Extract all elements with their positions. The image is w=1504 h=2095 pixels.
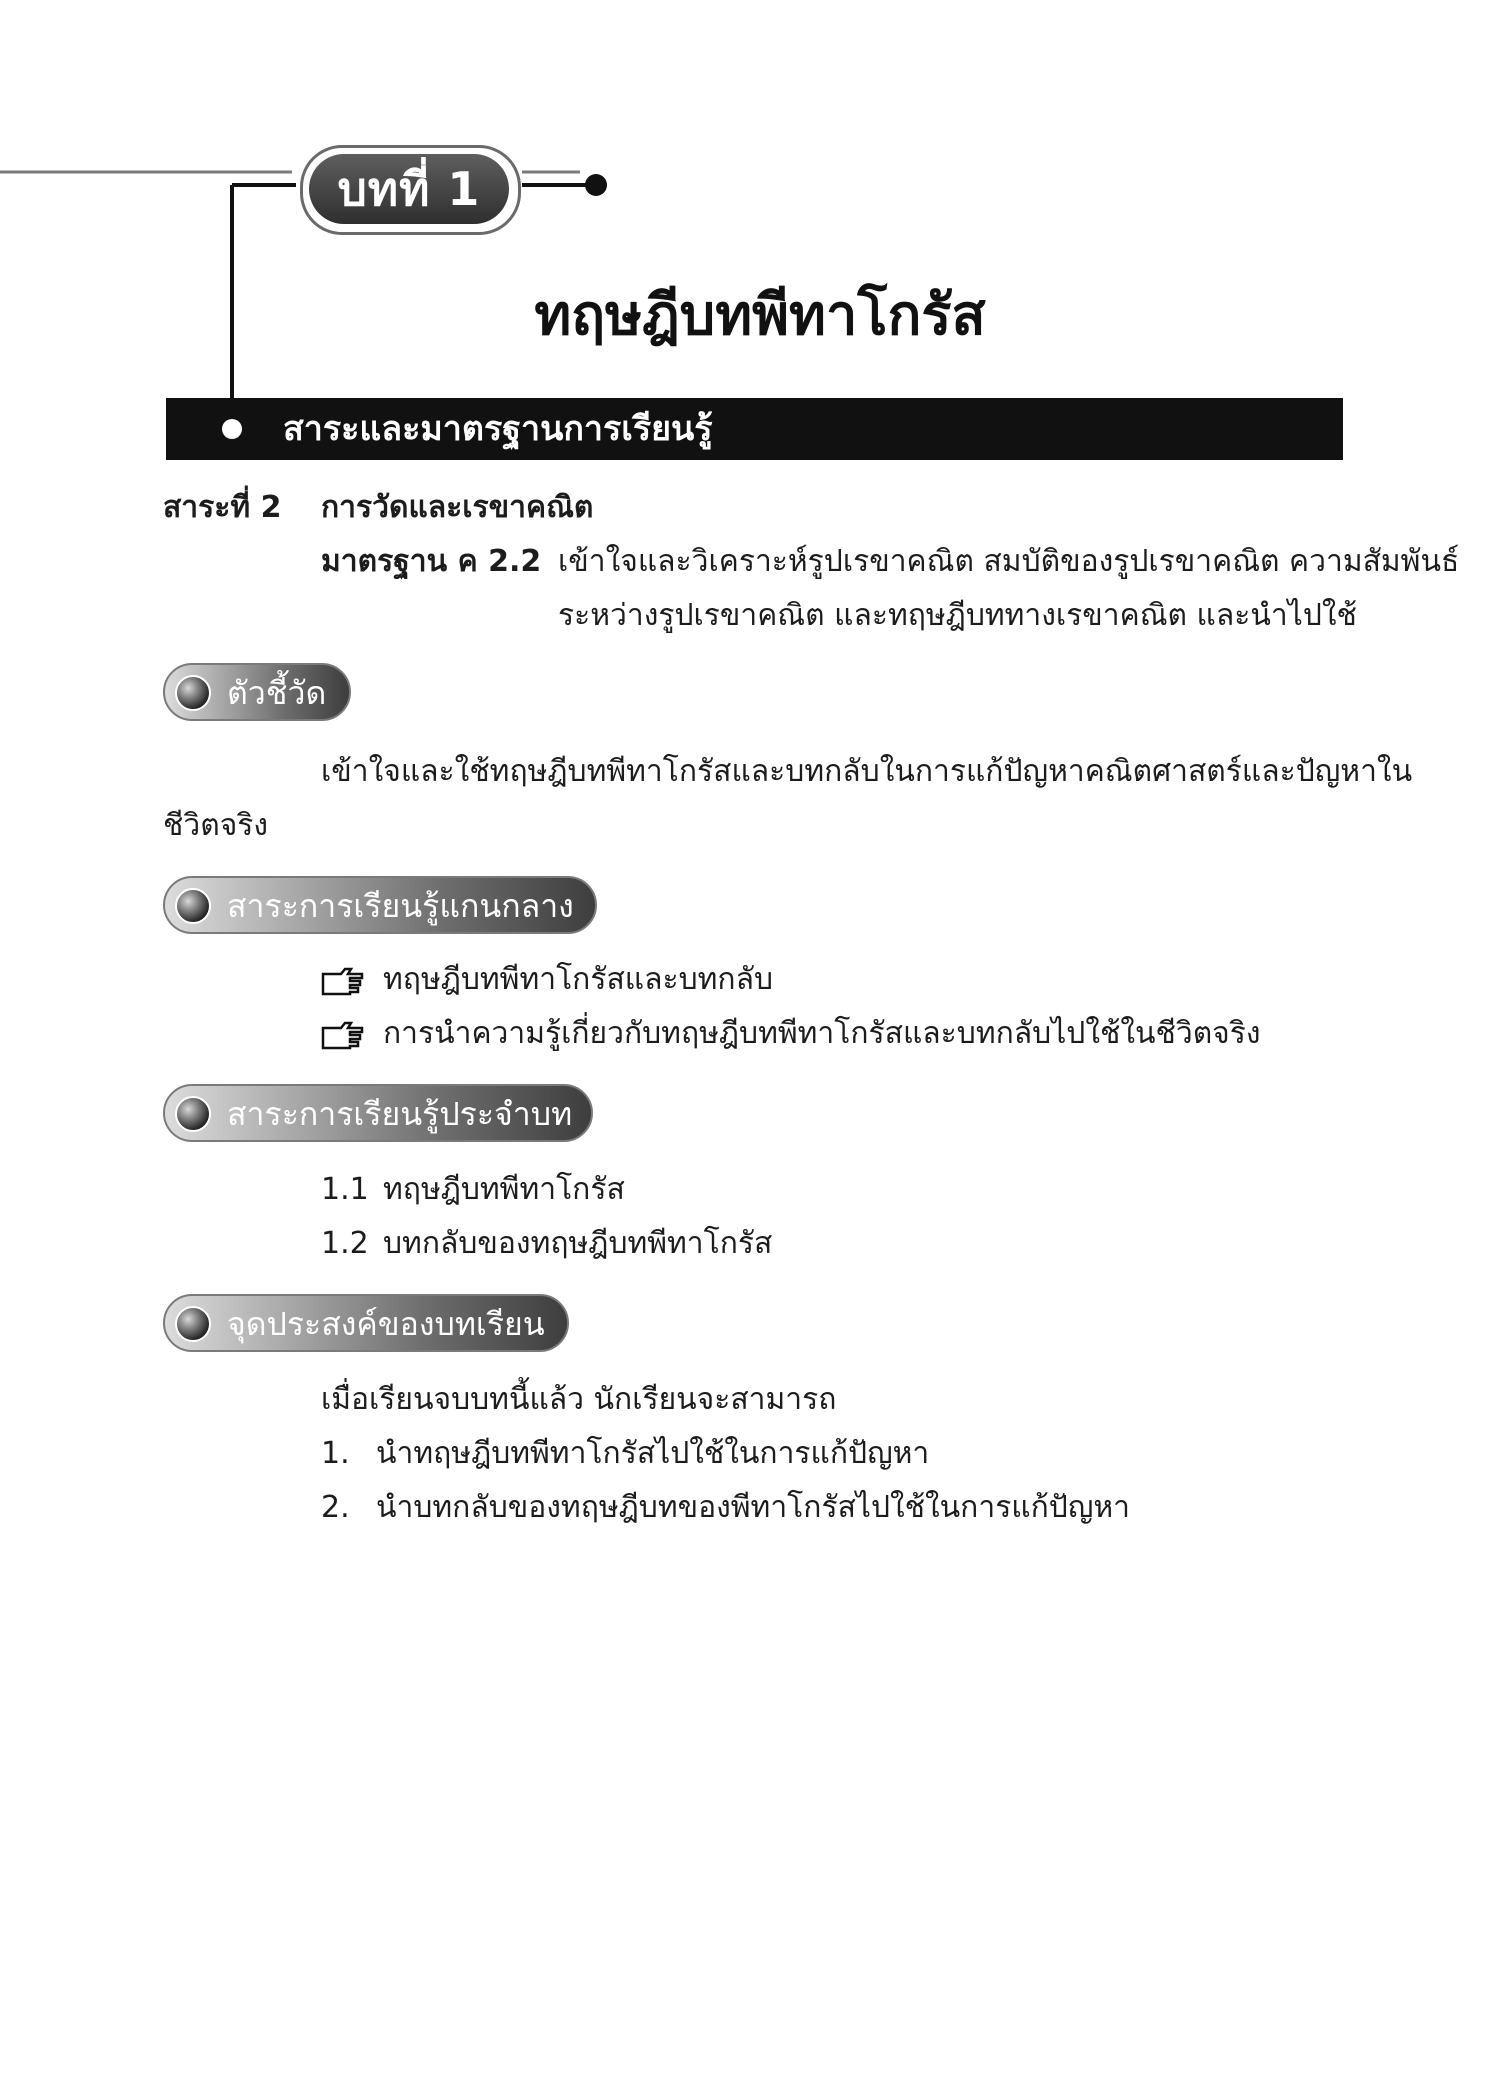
chapter-content-item: บทกลับของทฤษฎีบทพีทาโกรัส: [383, 1226, 773, 1261]
strand-label: สาระที่ 2: [163, 490, 282, 525]
bullet-orb-icon: [175, 1306, 211, 1342]
chapter-content-item: ทฤษฎีบทพีทาโกรัส: [383, 1172, 625, 1207]
indicators-heading: [163, 663, 351, 721]
core-content-heading: [163, 876, 597, 934]
objectives-heading: [163, 1294, 569, 1352]
core-content-item: การนำความรู้เกี่ยวกับทฤษฎีบทพีทาโกรัสและบทกลับไปใช้ในชีวิตจริง: [383, 1016, 1261, 1051]
chapter-content-number: 1.1: [321, 1172, 369, 1207]
objective-item: นำบทกลับของทฤษฎีบทของพีทาโกรัสไปใช้ในการแก้ปัญหา: [376, 1490, 1131, 1525]
bullet-orb-icon: [175, 675, 211, 711]
chapter-title: ทฤษฎีบทพีทาโกรัส: [534, 283, 986, 348]
standard-text-line2: ระหว่างรูปเรขาคณิต และทฤษฎีบททางเรขาคณิต และนำไปใช้: [558, 598, 1357, 633]
objective-number: 2.: [321, 1490, 350, 1525]
chapter-decoration: [0, 0, 1504, 460]
objectives-intro: เมื่อเรียนจบบทนี้แล้ว นักเรียนจะสามารถ: [321, 1382, 837, 1417]
objective-item: นำทฤษฎีบทพีทาโกรัสไปใช้ในการแก้ปัญหา: [376, 1436, 930, 1471]
indicators-heading-label: ตัวชี้วัด: [227, 674, 327, 712]
objective-number: 1.: [321, 1436, 350, 1471]
indicators-text-line2: ชีวิตจริง: [163, 808, 269, 843]
chapter-content-number: 1.2: [321, 1226, 369, 1261]
core-content-item: ทฤษฎีบทพีทาโกรัสและบทกลับ: [383, 962, 774, 997]
strand-bar-title: สาระและมาตรฐานการเรียนรู้: [283, 409, 713, 449]
connector-dot-icon: [585, 174, 607, 196]
bullet-orb-icon: [175, 888, 211, 924]
pointing-hand-icon: [321, 1020, 365, 1050]
chapter-content-heading: [163, 1084, 593, 1142]
indicators-text-line1: เข้าใจและใช้ทฤษฎีบทพีทาโกรัสและบทกลับในการแก้ปัญหาคณิตศาสตร์และปัญหาใน: [321, 754, 1413, 789]
pointing-hand-icon: [321, 966, 365, 996]
objectives-heading-label: จุดประสงค์ของบทเรียน: [227, 1305, 545, 1343]
bullet-orb-icon: [175, 1096, 211, 1132]
strand-name: การวัดและเรขาคณิต: [321, 490, 594, 525]
standard-text-line1: เข้าใจและวิเคราะห์รูปเรขาคณิต สมบัติของรูปเรขาคณิต ความสัมพันธ์: [558, 544, 1460, 579]
chapter-label: บทที่ 1: [309, 154, 509, 224]
core-content-heading-label: สาระการเรียนรู้แกนกลาง: [227, 887, 574, 925]
chapter-content-heading-label: สาระการเรียนรู้ประจำบท: [227, 1095, 573, 1133]
standard-label: มาตรฐาน ค 2.2: [321, 544, 542, 579]
